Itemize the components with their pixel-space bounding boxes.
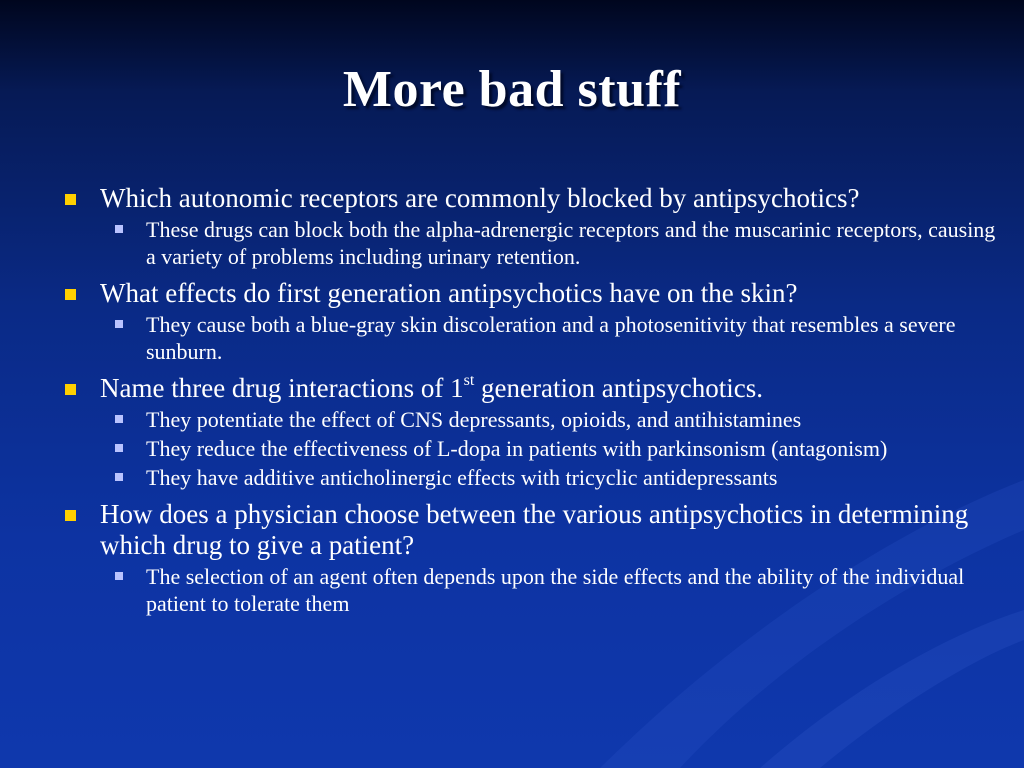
bullet-item: [60, 183, 1010, 214]
sub-bullet-item: [60, 406, 1010, 433]
bullet-item: [60, 278, 1010, 309]
square-bullet-icon: [65, 384, 76, 395]
ordinal-superscript: st: [463, 372, 475, 389]
sub-bullet-text: They cause both a blue-gray skin discoleration and a photosenitivity that resembles a severe sunburn.: [146, 312, 956, 364]
bullet-text: Which autonomic receptors are commonly blocked by antipsychotics?: [100, 183, 860, 213]
sub-bullet-item: [60, 563, 1010, 617]
square-bullet-icon: [65, 289, 76, 300]
slide-title: More bad stuff: [342, 61, 682, 118]
bullet-item: [60, 499, 1010, 561]
square-sub-bullet-icon: [115, 473, 123, 481]
bullet-text: What effects do first generation antipsychotics have on the skin?: [100, 278, 798, 308]
square-sub-bullet-icon: [115, 225, 123, 233]
square-sub-bullet-icon: [115, 572, 123, 580]
sub-bullet-text: These drugs can block both the alpha-adrenergic receptors and the muscarinic receptors, causing a variety of problems including urinary retention.: [146, 217, 996, 269]
bullet-text-part: Name three drug interactions of 1: [100, 373, 464, 403]
sub-bullet-text: The selection of an agent often depends upon the side effects and the ability of the individual patient to tolerate them: [146, 564, 965, 616]
bullet-item: [60, 373, 1010, 404]
sub-bullet-item: [60, 435, 1010, 462]
square-sub-bullet-icon: [115, 415, 123, 423]
sub-bullet-text: They reduce the effectiveness of L-dopa in patients with parkinsonism (antagonism): [146, 436, 888, 461]
sub-bullet-item: [60, 216, 1010, 270]
bullet-text-part: generation antipsychotics.: [474, 373, 763, 403]
sub-bullet-text: They have additive anticholinergic effects with tricyclic antidepressants: [146, 465, 778, 490]
sub-bullet-item: [60, 464, 1010, 491]
square-bullet-icon: [65, 194, 76, 205]
square-sub-bullet-icon: [115, 444, 123, 452]
square-sub-bullet-icon: [115, 320, 123, 328]
bullet-text: [100, 373, 1010, 404]
bullet-list: [60, 183, 1010, 617]
square-bullet-icon: [65, 510, 76, 521]
bullet-text: How does a physician choose between the various antipsychotics in determining which drug to give a patient?: [100, 499, 969, 560]
sub-bullet-text: They potentiate the effect of CNS depressants, opioids, and antihistamines: [146, 407, 802, 432]
sub-bullet-item: [60, 311, 1010, 365]
